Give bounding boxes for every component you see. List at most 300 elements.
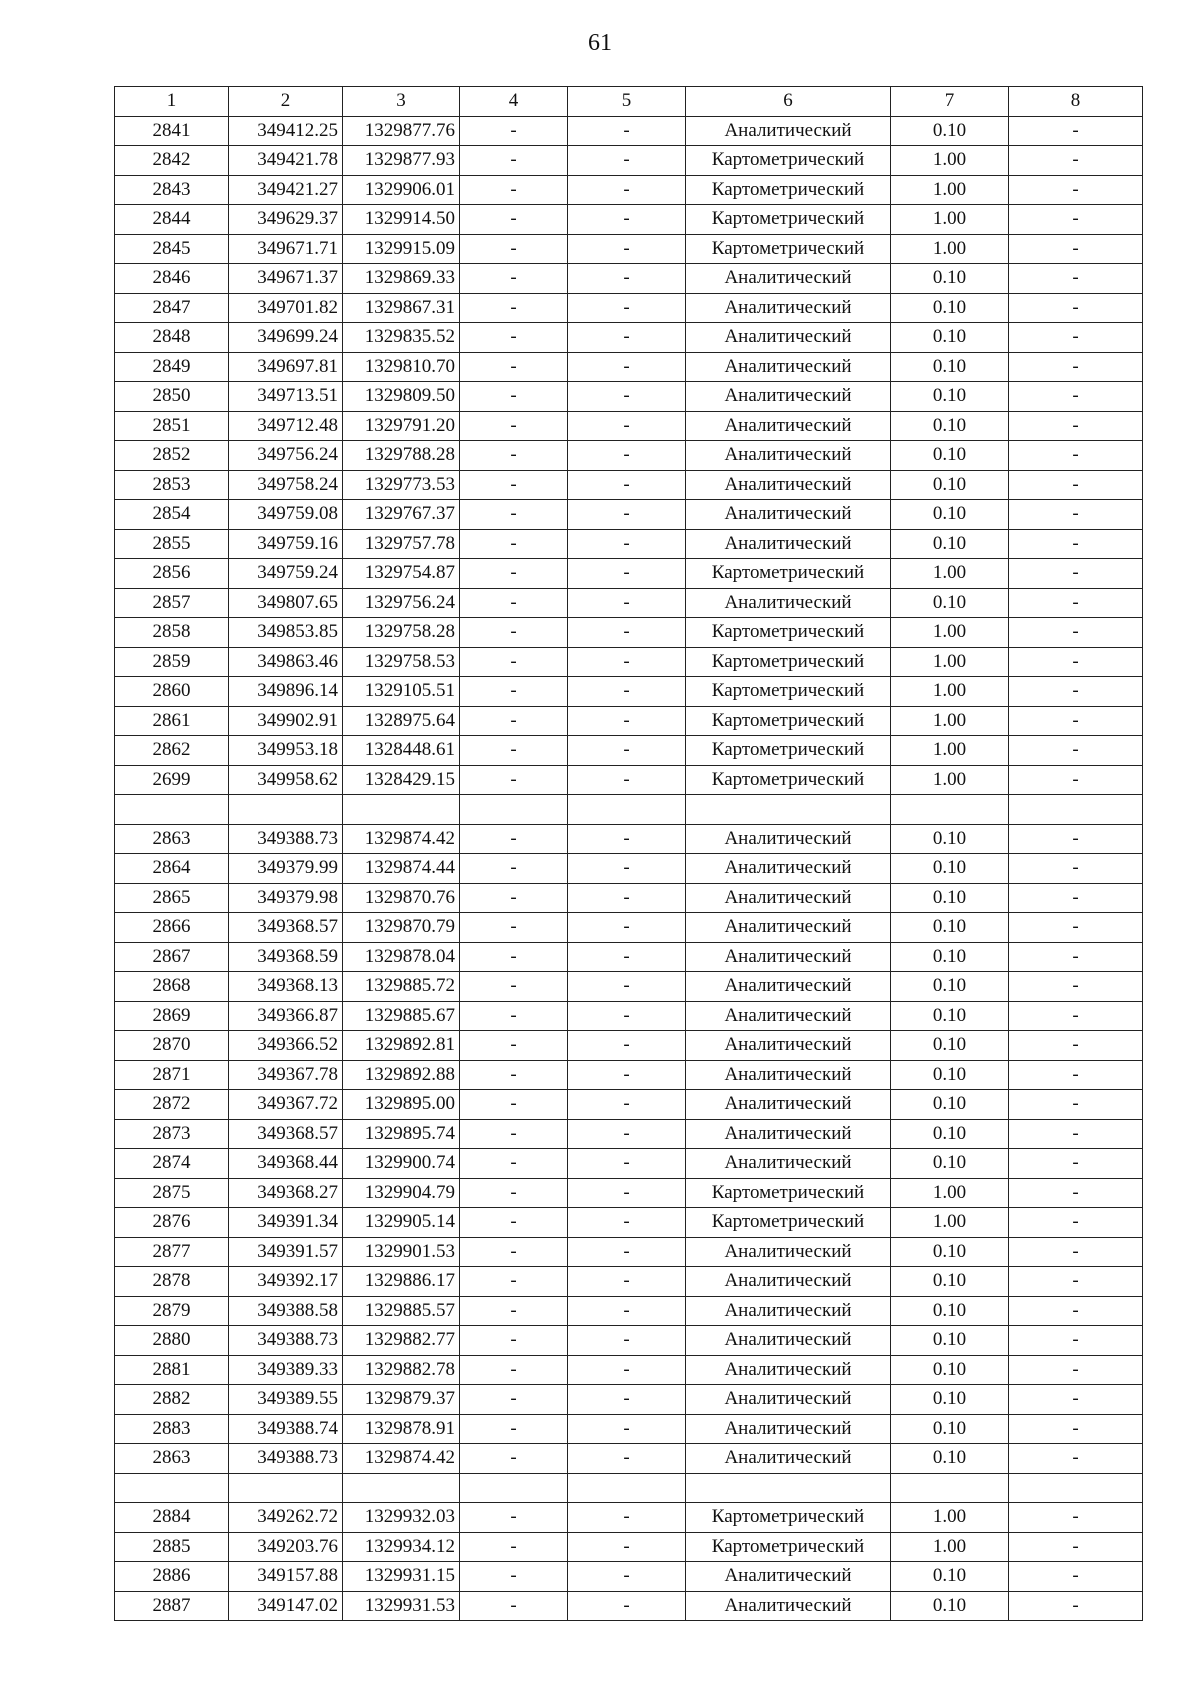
table-cell: Аналитический [686,441,891,471]
table-cell: 349388.73 [229,824,343,854]
table-cell: - [1009,736,1143,766]
table-cell: - [1009,1355,1143,1385]
table-cell: 1329906.01 [343,175,460,205]
table-row [115,1060,1143,1090]
table-row [115,1090,1143,1120]
table-cell: 349701.82 [229,293,343,323]
table-cell: 349389.55 [229,1385,343,1415]
table-cell: - [1009,559,1143,589]
table-cell: Картометрический [686,736,891,766]
table-cell: - [568,1237,686,1267]
table-cell: - [1009,765,1143,795]
table-cell: - [1009,470,1143,500]
table-cell: 0.10 [891,264,1009,294]
table-row [115,1355,1143,1385]
table-cell: 2699 [115,765,229,795]
table-cell: 2845 [115,234,229,264]
table-cell: 1329885.57 [343,1296,460,1326]
table-cell: Аналитический [686,1444,891,1474]
table-cell: Аналитический [686,411,891,441]
table-cell: Картометрический [686,146,891,176]
table-cell: Аналитический [686,470,891,500]
table-cell: Аналитический [686,382,891,412]
table-cell: - [460,146,568,176]
table-row [115,1414,1143,1444]
table-cell: 1.00 [891,146,1009,176]
table-row [115,1237,1143,1267]
table-cell: - [568,352,686,382]
table-cell: - [568,1149,686,1179]
table-cell: 1329791.20 [343,411,460,441]
table-cell: 2842 [115,146,229,176]
table-cell: 2884 [115,1503,229,1533]
table-cell: 2858 [115,618,229,648]
table-cell: - [1009,706,1143,736]
table-cell: - [460,647,568,677]
table-cell: Картометрический [686,647,891,677]
table-cell: - [568,1001,686,1031]
table-cell: 2875 [115,1178,229,1208]
table-cell: 1328448.61 [343,736,460,766]
table-row [115,647,1143,677]
table-row [115,1001,1143,1031]
table-cell: - [568,1532,686,1562]
table-cell: 349388.58 [229,1296,343,1326]
table-cell: 1329934.12 [343,1532,460,1562]
table-row [115,765,1143,795]
table-cell: - [460,116,568,146]
table-cell: - [460,1355,568,1385]
table-row [115,500,1143,530]
empty-cell [891,1473,1009,1503]
table-cell: Аналитический [686,1414,891,1444]
table-cell: 2883 [115,1414,229,1444]
table-cell: 0.10 [891,824,1009,854]
table-cell: 2861 [115,706,229,736]
empty-cell [115,795,229,825]
table-cell: 0.10 [891,1355,1009,1385]
table-cell: - [460,913,568,943]
table-cell: Картометрический [686,234,891,264]
table-row [115,441,1143,471]
table-cell: - [460,205,568,235]
table-cell: Аналитический [686,1237,891,1267]
table-cell: - [1009,677,1143,707]
column-header: 6 [686,87,891,117]
table-cell: - [1009,146,1143,176]
table-cell: - [460,1149,568,1179]
table-cell: - [568,382,686,412]
table-cell: 349392.17 [229,1267,343,1297]
table-cell: 2860 [115,677,229,707]
table-cell: 0.10 [891,470,1009,500]
table-cell: 1329892.88 [343,1060,460,1090]
table-row [115,1532,1143,1562]
table-cell: - [460,411,568,441]
table-cell: - [460,1503,568,1533]
table-row [115,913,1143,943]
table-cell: - [460,1532,568,1562]
table-cell: 1329895.00 [343,1090,460,1120]
table-cell: 2854 [115,500,229,530]
table-cell: Картометрический [686,1503,891,1533]
table-cell: - [460,1385,568,1415]
table-row [115,293,1143,323]
table-cell: 1.00 [891,765,1009,795]
table-cell: 1329895.74 [343,1119,460,1149]
table-cell: 0.10 [891,323,1009,353]
table-row [115,706,1143,736]
table-cell: 1329892.81 [343,1031,460,1061]
table-cell: 349758.24 [229,470,343,500]
table-cell: 1.00 [891,234,1009,264]
section-separator-row [115,1473,1143,1503]
table-cell: - [1009,1591,1143,1621]
table-cell: 0.10 [891,972,1009,1002]
column-header: 2 [229,87,343,117]
table-cell: 1329886.17 [343,1267,460,1297]
table-cell: - [568,1090,686,1120]
table-cell: - [460,588,568,618]
table-cell: 349367.72 [229,1090,343,1120]
table-cell: 0.10 [891,529,1009,559]
table-cell: 0.10 [891,913,1009,943]
table-row [115,116,1143,146]
table-cell: 0.10 [891,1090,1009,1120]
table-cell: - [1009,1090,1143,1120]
table-cell: 1329900.74 [343,1149,460,1179]
table-cell: 2851 [115,411,229,441]
table-cell: - [568,1444,686,1474]
table-cell: 2877 [115,1237,229,1267]
table-cell: - [460,1031,568,1061]
table-cell: - [1009,1562,1143,1592]
table-cell: Аналитический [686,1562,891,1592]
coordinates-table [114,86,1143,1621]
table-cell: 0.10 [891,116,1009,146]
table-cell: 349391.57 [229,1237,343,1267]
table-cell: 2853 [115,470,229,500]
table-row [115,1178,1143,1208]
table-cell: 349697.81 [229,352,343,382]
table-cell: 1.00 [891,618,1009,648]
table-row [115,1326,1143,1356]
table-row [115,854,1143,884]
table-cell: 1329870.79 [343,913,460,943]
table-row [115,529,1143,559]
table-cell: 1329835.52 [343,323,460,353]
table-cell: Аналитический [686,972,891,1002]
table-cell: - [1009,1031,1143,1061]
table-cell: 2856 [115,559,229,589]
table-cell: - [1009,1326,1143,1356]
table-cell: - [568,618,686,648]
table-cell: - [568,293,686,323]
table-cell: - [568,1385,686,1415]
table-cell: 1329756.24 [343,588,460,618]
table-cell: 349368.44 [229,1149,343,1179]
table-cell: - [568,1208,686,1238]
table-cell: 0.10 [891,1060,1009,1090]
table-row [115,234,1143,264]
table-cell: 2844 [115,205,229,235]
table-cell: - [568,1178,686,1208]
header-row [115,87,1143,117]
table-cell: 349203.76 [229,1532,343,1562]
table-cell: 1329754.87 [343,559,460,589]
table-cell: - [460,765,568,795]
table-cell: Аналитический [686,323,891,353]
table-cell: - [1009,352,1143,382]
table-cell: Аналитический [686,1149,891,1179]
table-cell: - [460,972,568,1002]
table-cell: 349368.57 [229,913,343,943]
table-cell: Аналитический [686,854,891,884]
table-cell: 0.10 [891,1001,1009,1031]
table-cell: - [1009,1060,1143,1090]
table-cell: Картометрический [686,1178,891,1208]
table-cell: - [460,883,568,913]
table-cell: - [1009,293,1143,323]
table-row [115,1149,1143,1179]
table-row [115,1267,1143,1297]
table-cell: - [460,559,568,589]
table-cell: - [568,1503,686,1533]
table-cell: 2864 [115,854,229,884]
table-cell: 2881 [115,1355,229,1385]
table-cell: 1.00 [891,647,1009,677]
table-cell: 1.00 [891,1532,1009,1562]
table-cell: Аналитический [686,500,891,530]
empty-cell [1009,1473,1143,1503]
table-cell: 0.10 [891,1591,1009,1621]
table-cell: 2867 [115,942,229,972]
table-cell: - [460,382,568,412]
column-header: 4 [460,87,568,117]
table-cell: Аналитический [686,1031,891,1061]
table-cell: 1.00 [891,1503,1009,1533]
table-cell: - [568,234,686,264]
section-separator-row [115,795,1143,825]
table-cell: - [460,1267,568,1297]
table-cell: 349759.24 [229,559,343,589]
table-cell: - [1009,382,1143,412]
table-cell: - [568,529,686,559]
table-cell: 349902.91 [229,706,343,736]
column-header: 7 [891,87,1009,117]
empty-cell [229,795,343,825]
table-cell: - [568,736,686,766]
table-cell: - [568,500,686,530]
table-cell: 2866 [115,913,229,943]
table-cell: - [568,1591,686,1621]
table-cell: - [1009,529,1143,559]
table-cell: - [460,529,568,559]
table-cell: 0.10 [891,1444,1009,1474]
table-cell: - [460,352,568,382]
table-cell: 1329767.37 [343,500,460,530]
table-cell: - [568,411,686,441]
table-row [115,677,1143,707]
table-cell: 2846 [115,264,229,294]
table-cell: 349366.87 [229,1001,343,1031]
table-cell: 1329931.53 [343,1591,460,1621]
table-cell: 0.10 [891,883,1009,913]
table-cell: - [460,706,568,736]
table-cell: Аналитический [686,1119,891,1149]
table-cell: 1328975.64 [343,706,460,736]
table-row [115,1444,1143,1474]
table-cell: 2876 [115,1208,229,1238]
table-cell: 0.10 [891,352,1009,382]
table-cell: - [568,913,686,943]
table-cell: 0.10 [891,1149,1009,1179]
table-cell: 349368.27 [229,1178,343,1208]
empty-cell [229,1473,343,1503]
table-cell: 349262.72 [229,1503,343,1533]
table-cell: 0.10 [891,1296,1009,1326]
table-cell: 2882 [115,1385,229,1415]
column-header: 8 [1009,87,1143,117]
table-row [115,323,1143,353]
table-cell: 349379.98 [229,883,343,913]
table-cell: - [568,559,686,589]
table-cell: - [460,824,568,854]
table-cell: Аналитический [686,1090,891,1120]
table-cell: 0.10 [891,1119,1009,1149]
table-cell: 2841 [115,116,229,146]
table-cell: - [1009,1296,1143,1326]
table-cell: 349389.33 [229,1355,343,1385]
table-cell: - [1009,234,1143,264]
table-row [115,264,1143,294]
table-row [115,146,1143,176]
table-cell: - [460,942,568,972]
table-cell: Аналитический [686,264,891,294]
table-cell: - [1009,618,1143,648]
empty-cell [686,795,891,825]
empty-cell [343,1473,460,1503]
table-body [115,116,1143,1621]
table-cell: - [568,1031,686,1061]
table-cell: - [1009,972,1143,1002]
table-cell: 0.10 [891,1326,1009,1356]
table-cell: - [568,205,686,235]
table-cell: - [1009,1237,1143,1267]
table-cell: 1329879.37 [343,1385,460,1415]
table-row [115,1119,1143,1149]
table-cell: - [568,972,686,1002]
table-cell: - [460,1296,568,1326]
table-cell: - [568,323,686,353]
table-cell: - [1009,1444,1143,1474]
table-cell: - [460,293,568,323]
table-cell: Аналитический [686,942,891,972]
table-cell: - [568,1267,686,1297]
table-cell: 1329788.28 [343,441,460,471]
table-cell: 349388.73 [229,1326,343,1356]
table-row [115,588,1143,618]
table-cell: Аналитический [686,1267,891,1297]
table-cell: 2887 [115,1591,229,1621]
table-cell: 0.10 [891,1562,1009,1592]
table-cell: 1329905.14 [343,1208,460,1238]
table-cell: Аналитический [686,913,891,943]
table-cell: - [1009,824,1143,854]
empty-cell [115,1473,229,1503]
table-cell: Аналитический [686,1326,891,1356]
table-cell: - [1009,1001,1143,1031]
table-row [115,411,1143,441]
table-cell: 2868 [115,972,229,1002]
table-cell: 0.10 [891,1267,1009,1297]
table-cell: - [568,116,686,146]
table-cell: - [460,736,568,766]
table-cell: Картометрический [686,1208,891,1238]
table-row [115,1385,1143,1415]
table-cell: - [568,1355,686,1385]
table-cell: - [460,1090,568,1120]
table-cell: - [1009,1385,1143,1415]
table-cell: - [460,264,568,294]
table-row [115,1208,1143,1238]
empty-cell [686,1473,891,1503]
table-cell: 2871 [115,1060,229,1090]
table-cell: 1328429.15 [343,765,460,795]
table-cell: 349368.57 [229,1119,343,1149]
table-cell: 1329758.28 [343,618,460,648]
table-cell: 349412.25 [229,116,343,146]
table-row [115,559,1143,589]
table-cell: 1329105.51 [343,677,460,707]
table-cell: 1329931.15 [343,1562,460,1592]
empty-cell [460,1473,568,1503]
table-cell: - [460,470,568,500]
table-cell: - [1009,205,1143,235]
table-cell: 349712.48 [229,411,343,441]
table-row [115,1591,1143,1621]
table-cell: 2880 [115,1326,229,1356]
table-cell: 0.10 [891,382,1009,412]
table-cell: 0.10 [891,854,1009,884]
table-cell: Аналитический [686,1001,891,1031]
table-cell: 2872 [115,1090,229,1120]
table-cell: - [568,470,686,500]
table-cell: 349368.59 [229,942,343,972]
table-cell: 349367.78 [229,1060,343,1090]
table-cell: - [1009,323,1143,353]
table-cell: Аналитический [686,588,891,618]
table-cell: - [568,1296,686,1326]
table-cell: 1329885.72 [343,972,460,1002]
table-cell: Аналитический [686,293,891,323]
table-cell: 2843 [115,175,229,205]
table-cell: 1329878.04 [343,942,460,972]
table-cell: 2886 [115,1562,229,1592]
table-cell: - [460,1119,568,1149]
table-cell: 1.00 [891,175,1009,205]
table-cell: 349147.02 [229,1591,343,1621]
table-cell: 1329874.42 [343,824,460,854]
empty-cell [460,795,568,825]
table-row [115,352,1143,382]
table-cell: 0.10 [891,500,1009,530]
table-cell: 1329877.76 [343,116,460,146]
table-cell: - [460,1178,568,1208]
table-cell: 1.00 [891,677,1009,707]
table-cell: - [460,500,568,530]
empty-cell [891,795,1009,825]
